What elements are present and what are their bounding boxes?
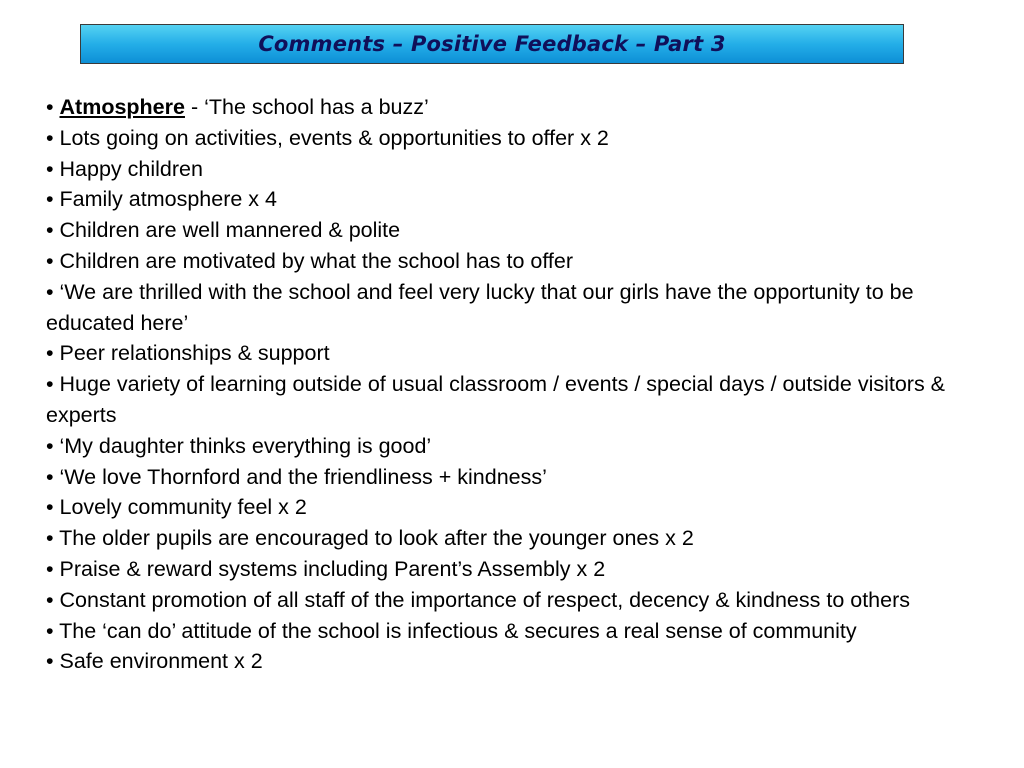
list-item: • Safe environment x 2: [46, 649, 263, 674]
list-item: • The ‘can do’ attitude of the school is infectious & secures a real sense of community: [46, 618, 857, 643]
list-item: • Lovely community feel x 2: [46, 495, 307, 520]
list-item: • ‘My daughter thinks everything is good’: [46, 433, 432, 458]
list-item: • The older pupils are encouraged to look after the younger ones x 2: [46, 526, 694, 551]
list-item: • Praise & reward systems including Parent’s Assembly x 2: [46, 556, 606, 581]
bullet-marker: •: [46, 95, 60, 119]
slide-title: Comments – Positive Feedback – Part 3: [258, 32, 726, 56]
title-banner: [80, 24, 904, 64]
list-item: • Children are well mannered & polite: [46, 218, 401, 243]
list-item: • Lots going on activities, events & opportunities to offer x 2: [46, 125, 609, 150]
list-item: • Happy children: [46, 156, 203, 181]
list-item: • Huge variety of learning outside of usual classroom / events / special days / outside visitors & experts: [46, 372, 946, 427]
list-item: • Peer relationships & support: [46, 341, 330, 366]
list-item: • Family atmosphere x 4: [46, 187, 277, 212]
atmosphere-heading: Atmosphere: [59, 95, 185, 119]
intro-quote: - ‘The school has a buzz’: [184, 95, 429, 119]
list-item: • Constant promotion of all staff of the importance of respect, decency & kindness to others: [46, 587, 911, 612]
intro-bullet: [46, 92, 986, 123]
list-item: • ‘We are thrilled with the school and feel very lucky that our girls have the opportunity to be educated here’: [46, 279, 914, 335]
feedback-list: [46, 92, 986, 677]
list-item: • ‘We love Thornford and the friendliness + kindness’: [46, 464, 547, 489]
list-item: • Children are motivated by what the school has to offer: [46, 248, 574, 273]
